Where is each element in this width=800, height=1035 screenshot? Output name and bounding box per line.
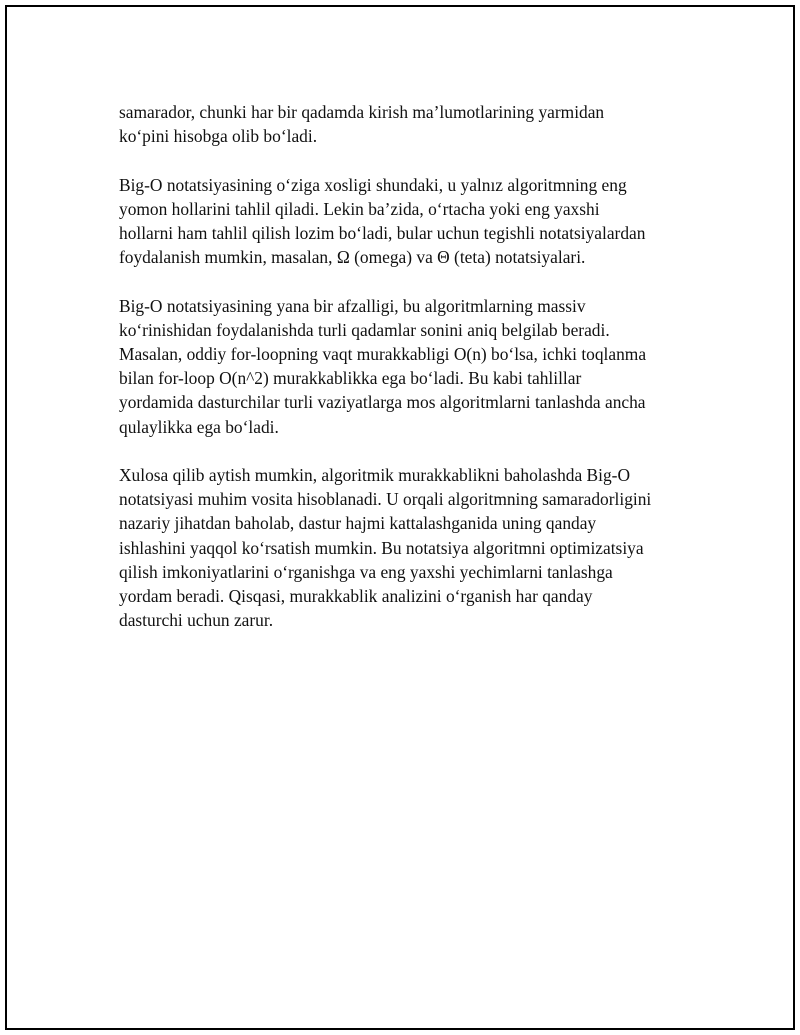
paragraph-1: samarador, chunki har bir qadamda kirish ma’lumotlarining yarmidan ko‘pini hisobga olib bo‘ladi. <box>119 102 605 147</box>
paragraph-3: Big-O notatsiyasining yana bir afzalligi, bu algoritmlarning massiv ko‘rinishidan foydalanishda turli qadamlar sonini aniq belgilab beradi. Masalan, oddiy for-loopning vaqt murakkabligi O(n) bo‘lsa, ichki toqlanma bilan for-loop O(n^2) murakkablikka ega bo‘ladi. Bu kabi tahlillar yordamida dasturchilar turli vaziyatlarga mos algoritmlarni tanlashda ancha qulaylikka ega bo‘ladi. <box>119 295 647 437</box>
paragraph-2: Big-O notatsiyasining o‘ziga xosligi shundaki, u yalnız algoritmning eng yomon hollarini tahlil qiladi. Lekin ba’zida, o‘rtacha yoki eng yaxshi hollarni ham tahlil qilish lozim bo‘ladi, bular uchun tegishli notatsiyalardan foydalanish mumkin, masalan, Ω (omega) va Θ (teta) notatsiyalari. <box>119 174 646 268</box>
page-frame <box>5 5 795 1030</box>
paragraph-4: Xulosa qilib aytish mumkin, algoritmik murakkablikni baholashda Big-O notatsiyasi muhim vosita hisoblanadi. U orqali algoritmning samaradorligini nazariy jihatdan baholab, dastur hajmi kattalashganida uning qanday ishlashini yaqqol ko‘rsatish mumkin. Bu notatsiya algoritmni optimizatsiya qilish imkoniyatlarini o‘rganishga va eng yaxshi yechimlarni tanlashga yordam beradi. Qisqasi, murakkablik analizini o‘rganish har qanday dasturchi uchun zarur. <box>119 465 652 631</box>
document-body <box>119 100 709 657</box>
